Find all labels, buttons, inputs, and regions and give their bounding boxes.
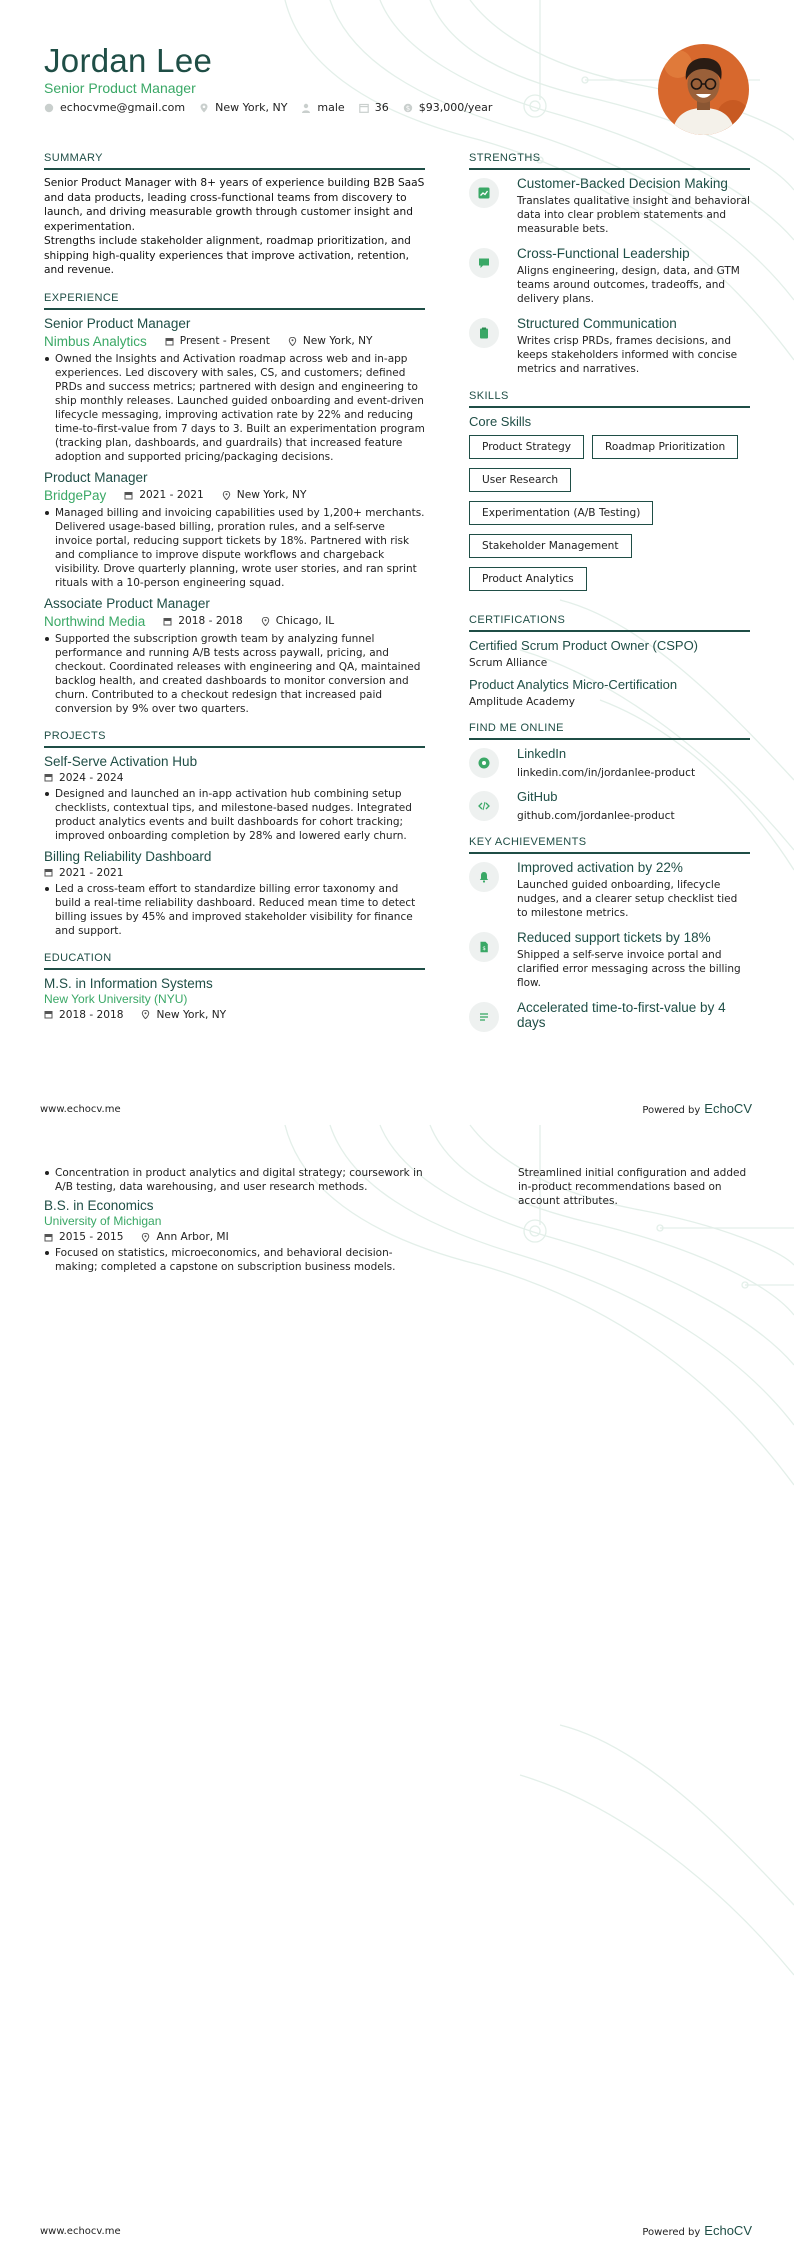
job-bullets	[44, 506, 425, 590]
project-title: Billing Reliability Dashboard	[44, 848, 212, 864]
achievement-title: Accelerated time-to-first-value by 4 days	[517, 1000, 726, 1030]
education-dates	[44, 1009, 123, 1021]
degree-title: M.S. in Information Systems	[44, 975, 213, 991]
strengths-heading: STRENGTHS	[469, 152, 750, 170]
job-location-text: New York, NY	[236, 489, 307, 501]
skills-section	[469, 390, 750, 600]
location-pin-icon	[288, 337, 297, 346]
skills-group-title: Core Skills	[469, 414, 532, 429]
strength-description: Writes crisp PRDs, frames decisions, and keeps stakeholders informed with concise metrics and narratives.	[517, 335, 738, 375]
job-location	[288, 335, 373, 347]
skill-tag: Experimentation (A/B Testing)	[469, 501, 653, 525]
school-name: New York University (NYU)	[44, 991, 188, 1006]
online-badge	[469, 791, 499, 821]
experience-heading: EXPERIENCE	[44, 292, 425, 310]
job-company: Northwind Media	[44, 613, 146, 629]
calendar-icon	[44, 773, 53, 782]
job-meta	[44, 488, 425, 503]
job-title: Senior Product Manager	[44, 315, 191, 331]
online-item[interactable]	[469, 789, 750, 822]
summary-section	[44, 152, 425, 278]
location-pin-icon	[199, 103, 209, 113]
right-column-continued	[518, 1163, 750, 1208]
achievement-title: Reduced support tickets by 18%	[517, 930, 711, 945]
skills-heading: SKILLS	[469, 390, 750, 408]
project-bullets	[44, 882, 425, 938]
achievement-description: Streamlined initial configuration and added in-product recommendations based on account attributes.	[518, 1167, 747, 1207]
brand-logo: EchoCV	[704, 1101, 752, 1116]
online-url[interactable]: linkedin.com/in/jordanlee-product	[517, 767, 696, 779]
footer-site[interactable]: www.echocv.me	[40, 1104, 121, 1115]
location-pin-icon	[141, 1233, 150, 1242]
contact-gender	[301, 101, 344, 114]
calendar-icon	[44, 1233, 53, 1242]
brand-logo: EchoCV	[704, 2223, 752, 2238]
svg-text:$: $	[405, 104, 410, 113]
skill-tag: Product Strategy	[469, 435, 584, 459]
education-bullet: Focused on statistics, microeconomics, and behavioral decision-making; completed a capstone on subscription business models.	[44, 1246, 425, 1274]
candidate-name: Jordan Lee	[44, 42, 213, 79]
contact-gender-text: male	[317, 101, 345, 114]
project-entry	[44, 754, 425, 843]
linkedin-icon	[478, 757, 490, 769]
school-name: University of Michigan	[44, 1214, 162, 1228]
education-bullet: Concentration in product analytics and digital strategy; coursework in A/B testing, data warehousing, and user research methods.	[44, 1166, 425, 1194]
project-dates-text: 2021 - 2021	[59, 866, 124, 879]
job-meta	[44, 614, 425, 629]
project-bullet: Led a cross-team effort to standardize billing error taxonomy and build a real-time reliability dashboard. Reduced mean time to detect billing issues by 45% and improved stakeholder visibility for finance and support.	[44, 882, 425, 938]
job-title: Associate Product Manager	[44, 595, 210, 611]
profile-photo	[658, 44, 749, 135]
project-meta	[44, 867, 425, 879]
footer-powered	[642, 1101, 752, 1116]
project-dates-text: 2024 - 2024	[59, 771, 124, 784]
contact-email-text: echocvme@gmail.com	[60, 101, 186, 114]
clipboard-icon	[478, 327, 490, 339]
contact-location	[199, 101, 287, 114]
job-dates	[163, 615, 242, 627]
strength-title: Structured Communication	[517, 316, 677, 331]
education-meta	[44, 1009, 425, 1021]
strength-item	[469, 176, 750, 236]
certification-org: Scrum Alliance	[469, 657, 548, 669]
achievements-heading: KEY ACHIEVEMENTS	[469, 836, 750, 854]
project-title: Self-Serve Activation Hub	[44, 753, 198, 769]
strength-badge	[469, 178, 499, 208]
certifications-heading: CERTIFICATIONS	[469, 614, 750, 632]
degree-title: B.S. in Economics	[44, 1198, 154, 1213]
job-location	[261, 615, 334, 627]
avatar-illustration	[658, 44, 749, 135]
summary-heading: SUMMARY	[44, 152, 425, 170]
summary-paragraph-1: Senior Product Manager with 8+ years of experience building B2B SaaS and data products, leading cross-functional teams from discovery to launch, and driving measurable growth through customer insight and experimentation.	[44, 177, 425, 233]
job-bullet: Owned the Insights and Activation roadmap across web and in-app experiences. Led discovery with sales, CS, and customers; defined PRDs and success metrics; partnered with design and engineering to ship monthly releases. Launched guided onboarding and event-driven lifecycle messaging, improving activation rate by 22% and reducing time-to-first-value from 7 days to 3. Built an experimentation program (tracking plan, dashboards, and guardrails) that increased feature adoption and supported pricing/packaging decisions.	[44, 352, 425, 464]
calendar-icon	[165, 337, 174, 346]
resume-page-2	[0, 1125, 794, 2246]
certification-org: Amplitude Academy	[469, 696, 575, 708]
achievement-badge	[469, 862, 499, 892]
experience-section	[44, 292, 425, 716]
skill-tag: Stakeholder Management	[469, 534, 632, 558]
education-location-text: Ann Arbor, MI	[156, 1231, 229, 1243]
job-dates-text: Present - Present	[179, 335, 270, 347]
job-bullets	[44, 352, 425, 464]
job-dates-text: 2021 - 2021	[139, 489, 204, 501]
powered-by-text: Powered by	[642, 2227, 701, 2238]
job-dates-text: 2018 - 2018	[178, 615, 243, 627]
project-bullet: Designed and launched an in-app activation hub combining setup checklists, contextual tips, and milestone-based nudges. Integrated product analytics events and built dashboards for cohort tracking; improved onboarding completion by 28% and lowered early churn.	[44, 787, 425, 843]
achievement-description: Shipped a self-serve invoice portal and clarified error messaging across the billing flow.	[517, 949, 741, 989]
education-bullets	[44, 1246, 425, 1274]
education-dates-text: 2015 - 2015	[59, 1231, 124, 1243]
skill-tag: Roadmap Prioritization	[592, 435, 738, 459]
achievement-badge	[469, 932, 499, 962]
contact-email[interactable]	[44, 101, 185, 114]
job-title: Product Manager	[44, 469, 148, 485]
projects-heading: PROJECTS	[44, 730, 425, 748]
job-entry	[44, 470, 425, 590]
achievement-item	[469, 860, 750, 920]
strength-description: Translates qualitative insight and behavioral data into clear problem statements and measurable bets.	[517, 195, 750, 235]
skill-tags	[469, 435, 750, 600]
footer-powered	[642, 2223, 752, 2238]
money-icon	[403, 103, 413, 113]
job-location	[222, 489, 307, 501]
certification-name: Product Analytics Micro-Certification	[469, 677, 678, 692]
location-pin-icon	[261, 617, 270, 626]
calendar-icon	[44, 1010, 53, 1019]
strengths-section	[469, 152, 750, 376]
job-location-text: Chicago, IL	[275, 615, 335, 627]
education-meta	[44, 1231, 425, 1243]
project-entry	[44, 849, 425, 938]
project-dates	[44, 867, 123, 879]
online-badge	[469, 748, 499, 778]
candidate-title: Senior Product Manager	[44, 80, 196, 96]
email-icon	[44, 103, 54, 113]
achievement-item	[469, 930, 750, 990]
education-entry	[44, 1198, 425, 1274]
online-name: LinkedIn	[517, 746, 567, 761]
online-name: GitHub	[517, 789, 558, 804]
calendar-icon	[124, 491, 133, 500]
skill-tag: Product Analytics	[469, 567, 587, 591]
footer-site[interactable]: www.echocv.me	[40, 2226, 121, 2237]
calendar-icon	[163, 617, 172, 626]
user-icon	[301, 103, 311, 113]
education-heading: EDUCATION	[44, 952, 425, 970]
education-location	[141, 1009, 226, 1021]
powered-by-text: Powered by	[642, 1105, 701, 1116]
online-section	[469, 722, 750, 822]
projects-section	[44, 730, 425, 938]
left-column	[44, 152, 425, 1035]
contact-age-text: 36	[374, 101, 389, 114]
strength-item	[469, 246, 750, 306]
chart-icon	[478, 187, 490, 199]
calendar-icon	[359, 103, 369, 113]
achievement-title: Improved activation by 22%	[517, 860, 683, 875]
skill-tag: User Research	[469, 468, 571, 492]
bell-icon	[478, 871, 490, 883]
education-bullets	[44, 1166, 425, 1194]
online-heading: FIND ME ONLINE	[469, 722, 750, 740]
contact-location-text: New York, NY	[215, 101, 288, 114]
education-location	[141, 1231, 228, 1243]
strength-title: Customer-Backed Decision Making	[517, 176, 728, 191]
online-url[interactable]: github.com/jordanlee-product	[517, 810, 675, 822]
svg-text:$: $	[482, 946, 486, 953]
education-dates	[44, 1231, 123, 1243]
education-entry	[44, 976, 425, 1021]
contact-salary	[403, 101, 493, 114]
contact-age	[359, 101, 389, 114]
list-icon	[478, 1011, 490, 1023]
achievement-badge	[469, 1002, 499, 1032]
certifications-section	[469, 614, 750, 708]
achievement-description: Launched guided onboarding, lifecycle nudges, and a clearer setup checklist tied to milestone metrics.	[517, 879, 738, 919]
left-column-continued	[44, 1163, 425, 1280]
code-icon	[478, 800, 490, 812]
project-bullets	[44, 787, 425, 843]
contact-bar	[44, 101, 506, 114]
location-pin-icon	[222, 491, 231, 500]
job-bullets	[44, 632, 425, 716]
achievement-item	[469, 1000, 750, 1032]
document-icon	[478, 941, 490, 953]
strength-description: Aligns engineering, design, data, and GTM teams around outcomes, tradeoffs, and delivery plans.	[517, 265, 740, 305]
chat-icon	[478, 257, 490, 269]
certification-name: Certified Scrum Product Owner (CSPO)	[469, 638, 699, 653]
project-dates	[44, 772, 123, 784]
education-location-text: New York, NY	[156, 1008, 227, 1021]
strength-badge	[469, 318, 499, 348]
online-item[interactable]	[469, 746, 750, 779]
strength-badge	[469, 248, 499, 278]
project-meta	[44, 772, 425, 784]
job-entry	[44, 596, 425, 716]
job-dates	[165, 335, 270, 347]
job-meta	[44, 334, 425, 349]
strength-item	[469, 316, 750, 376]
contact-salary-text: $93,000/year	[418, 101, 493, 114]
job-dates	[124, 489, 203, 501]
achievements-section	[469, 836, 750, 1032]
job-company: Nimbus Analytics	[44, 333, 147, 349]
job-bullet: Supported the subscription growth team by analyzing funnel performance and running A/B tests across paywall, pricing, and checkout. Coordinated releases with engineering and QA, maintained backlog health, and created dashboards to monitor conversion and churn. Contributed to a checkout redesign that increased paid conversion by 9% over two quarters.	[44, 632, 425, 716]
education-dates-text: 2018 - 2018	[59, 1008, 124, 1021]
education-section	[44, 952, 425, 1021]
calendar-icon	[44, 868, 53, 877]
location-pin-icon	[141, 1010, 150, 1019]
job-location-text: New York, NY	[302, 335, 373, 347]
strength-title: Cross-Functional Leadership	[517, 246, 690, 261]
job-bullet: Managed billing and invoicing capabilities used by 1,200+ merchants. Delivered usage-based billing, proration rules, and a self-serve invoice portal, reducing support tickets by 18%. Partnered with risk and compliance to improve dispute workflows and chargeback visibility. Drove quarterly planning, wrote user stories, and ran sprint rituals with a 10-person engineering squad.	[44, 506, 425, 590]
summary-paragraph-2: Strengths include stakeholder alignment, roadmap prioritization, and shipping high-quality experiences that improve activation, retention, and revenue.	[44, 235, 411, 276]
job-entry	[44, 316, 425, 464]
right-column	[469, 152, 750, 1046]
job-company: BridgePay	[44, 487, 107, 503]
